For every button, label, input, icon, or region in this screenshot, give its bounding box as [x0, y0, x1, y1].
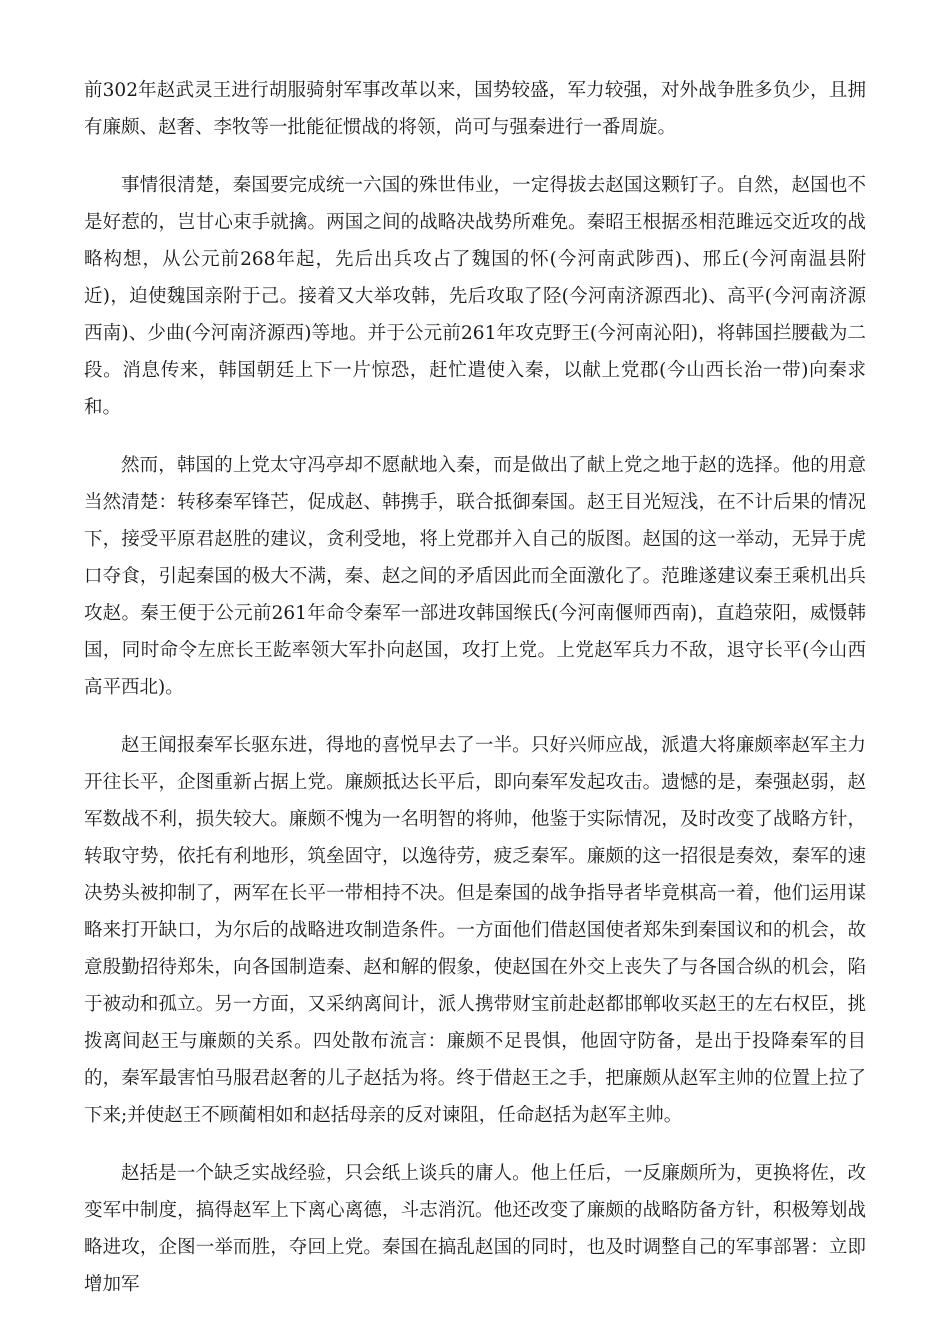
- document-page: [84, 72, 866, 1324]
- paragraph: 事情很清楚，秦国要完成统一六国的殊世伟业，一定得拔去赵国这颗钉子。自然，赵国也不是好惹的，岂甘心束手就擒。两国之间的战略决战势所难免。秦昭王根据丞相范雎远交近攻的战略构想，从公元前268年起，先后出兵攻占了魏国的怀(今河南武陟西)、邢丘(今河南温县附近)，迫使魏国亲附于己。接着又大举攻韩，先后攻取了陉(今河南济源西北)、高平(今河南济源西南)、少曲(今河南济源西)等地。并于公元前261年攻克野王(今河南沁阳)，将韩国拦腰截为二段。消息传来，韩国朝廷上下一片惊恐，赶忙遣使入秦，以献上党郡(今山西长治一带)向秦求和。: [84, 175, 866, 418]
- paragraph: 赵括是一个缺乏实战经验，只会纸上谈兵的庸人。他上任后，一反廉颇所为，更换将佐，改变军中制度，搞得赵军上下离心离德，斗志消沉。他还改变了廉颇的战略防备方针，积极筹划战略进攻，企图一举而胜，夺回上党。秦国在搞乱赵国的同时，也及时调整自己的军事部署：立即增加军: [84, 1163, 866, 1295]
- paragraph: 然而，韩国的上党太守冯亭却不愿献地入秦，而是做出了献上党之地于赵的选择。他的用意当然清楚：转移秦军锋芒，促成赵、韩携手，联合抵御秦国。赵王目光短浅，在不计后果的情况下，接受平原君赵胜的建议，贪利受地，将上党郡并入自己的版图。赵国的这一举动，无异于虎口夺食，引起秦国的极大不满，秦、赵之间的矛盾因此而全面激化了。范雎遂建议秦王乘机出兵攻赵。秦王便于公元前261年命令秦军一部进攻韩国缑氏(今河南偃师西南)，直趋荥阳，威慑韩国，同时命令左庶长王龁率领大军扑向赵国，攻打上党。上党赵军兵力不敌，退守长平(今山西高平西北)。: [84, 455, 866, 698]
- paragraph: 赵王闻报秦军长驱东进，得地的喜悦早去了一半。只好兴师应战，派遣大将廉颇率赵军主力开往长平，企图重新占据上党。廉颇抵达长平后，即向秦军发起攻击。遗憾的是，秦强赵弱，赵军数战不利，损失较大。廉颇不愧为一名明智的将帅，他鉴于实际情况，及时改变了战略方针，转取守势，依托有利地形，筑垒固守，以逸待劳，疲乏秦军。廉颇的这一招很是奏效，秦军的速决势头被抑制了，两军在长平一带相持不决。但是秦国的战争指导者毕竟棋高一着，他们运用谋略来打开缺口，为尔后的战略进攻制造条件。一方面他们借赵国使者郑朱到秦国议和的机会，故意殷勤招待郑朱，向各国制造秦、赵和解的假象，使赵国在外交上丧失了与各国合纵的机会，陷于被动和孤立。另一方面，又采纳离间计，派人携带财宝前赴赵都邯郸收买赵王的左右权臣，挑拨离间赵王与廉颇的关系。四处散布流言：廉颇不足畏惧，他固守防备，是出于投降秦军的目的，秦军最害怕马服君赵奢的儿子赵括为将。终于借赵王之手，把廉颇从赵军主帅的位置上拉了下来;并使赵王不顾蔺相如和赵括母亲的反对谏阻，任命赵括为赵军主帅。: [84, 735, 866, 1126]
- paragraph-continued: 前302年赵武灵王进行胡服骑射军事改革以来，国势较盛，军力较强，对外战争胜多负少，且拥有廉颇、赵奢、李牧等一批能征惯战的将领，尚可与强秦进行一番周旋。: [84, 80, 866, 138]
